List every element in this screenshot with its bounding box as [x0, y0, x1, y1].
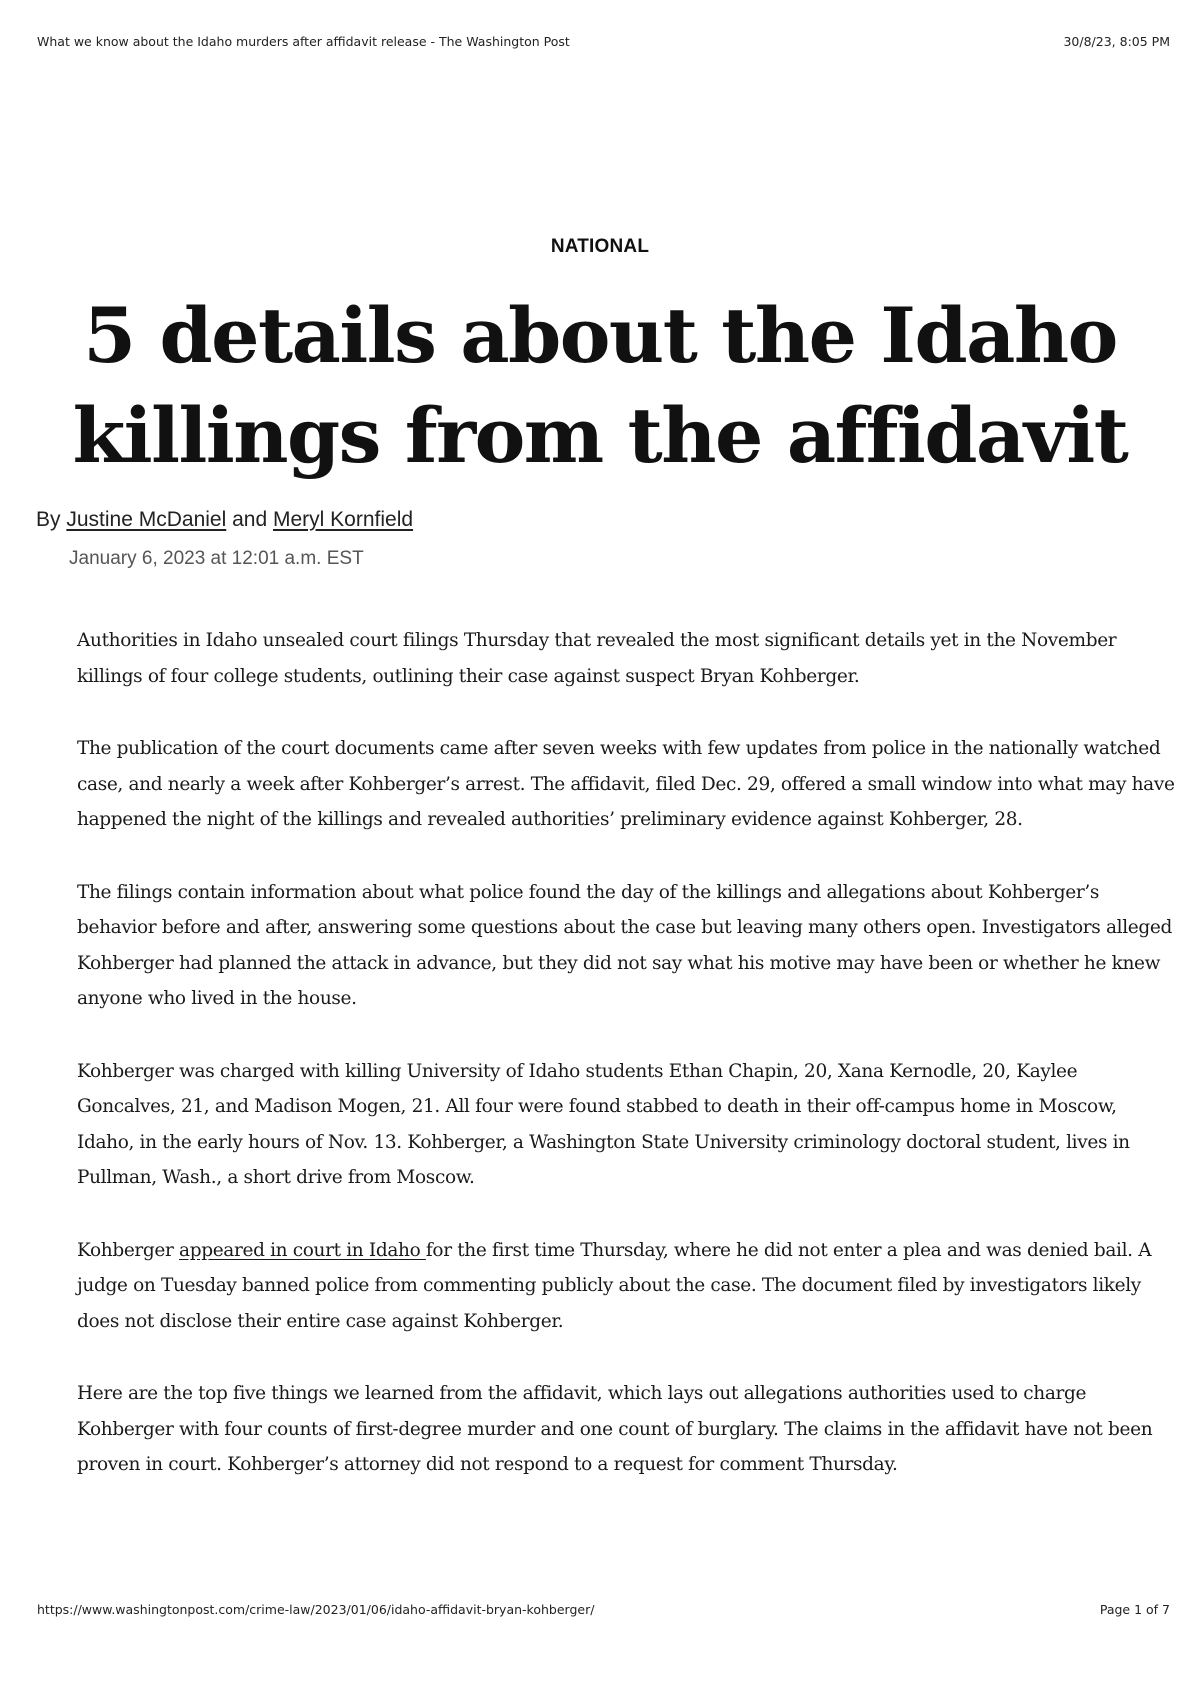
court-appearance-link[interactable]: appeared in court in Idaho	[179, 1239, 426, 1261]
author-link-justine-mcdaniel[interactable]: Justine McDaniel	[66, 508, 227, 531]
print-footer-url: https://www.washingtonpost.com/crime-law/2023/01/06/idaho-affidavit-bryan-kohberger/	[37, 1602, 595, 1617]
byline-prefix: By	[36, 508, 61, 531]
publish-date: January 6, 2023 at 12:01 a.m. EST	[69, 548, 364, 569]
print-header-date: 30/8/23, 8:05 PM	[1063, 34, 1170, 49]
byline-joiner: and	[232, 508, 268, 531]
paragraph-1: Authorities in Idaho unsealed court filings Thursday that revealed the most significant details yet in the November killings of four college students, outlining their case against suspect Bryan Kohberger.	[77, 630, 1117, 687]
paragraph-5-lead: Kohberger	[77, 1239, 180, 1261]
headline-line-1: 5 details about the Idaho	[83, 291, 1117, 380]
print-header-title: What we know about the Idaho murders after affidavit release - The Washington Post	[37, 34, 570, 49]
paragraph-5-rest: for the first time Thursday, where he did not enter a plea and was denied bail. A judge on Tuesday banned police from commenting publicly about the case. The document filed by investigators likely does not disclose their entire case against Kohberger.	[77, 1239, 1152, 1332]
paragraph-5	[77, 1233, 1177, 1340]
byline	[36, 508, 413, 532]
article-body	[77, 623, 1177, 1520]
section-label[interactable]: NATIONAL	[550, 236, 650, 257]
author-link-meryl-kornfield[interactable]: Meryl Kornfield	[273, 508, 414, 531]
page-number: Page 1 of 7	[1099, 1602, 1170, 1617]
paragraph-2: The publication of the court documents came after seven weeks with few updates from police in the nationally watched case, and nearly a week after Kohberger’s arrest. The affidavit, filed Dec. 29, offered a small window into what may have happened the night of the killings and revealed authorities’ preliminary evidence against Kohberger, 28.	[77, 738, 1175, 830]
headline-line-2: killings from the affidavit	[72, 391, 1128, 480]
headline	[60, 286, 1140, 486]
paragraph-3: The filings contain information about what police found the day of the killings and allegations about Kohberger’s behavior before and after, answering some questions about the case but leaving many others open. Investigators alleged Kohberger had planned the attack in advance, but they did not say what his motive may have been or whether he knew anyone who lived in the house.	[77, 881, 1172, 1009]
paragraph-6: Here are the top five things we learned from the affidavit, which lays out allegations authorities used to charge Kohberger with four counts of first-degree murder and one count of burglary. The claims in the affidavit have not been proven in court. Kohberger’s attorney did not respond to a request for comment Thursday.	[77, 1383, 1153, 1475]
print-footer	[37, 1602, 1170, 1622]
paragraph-4: Kohberger was charged with killing University of Idaho students Ethan Chapin, 20, Xana Kernodle, 20, Kaylee Goncalves, 21, and Madison Mogen, 21. All four were found stabbed to death in their off-campus home in Moscow, Idaho, in the early hours of Nov. 13. Kohberger, a Washington State University criminology doctoral student, lives in Pullman, Wash., a short drive from Moscow.	[77, 1060, 1130, 1188]
print-header	[37, 34, 1170, 54]
